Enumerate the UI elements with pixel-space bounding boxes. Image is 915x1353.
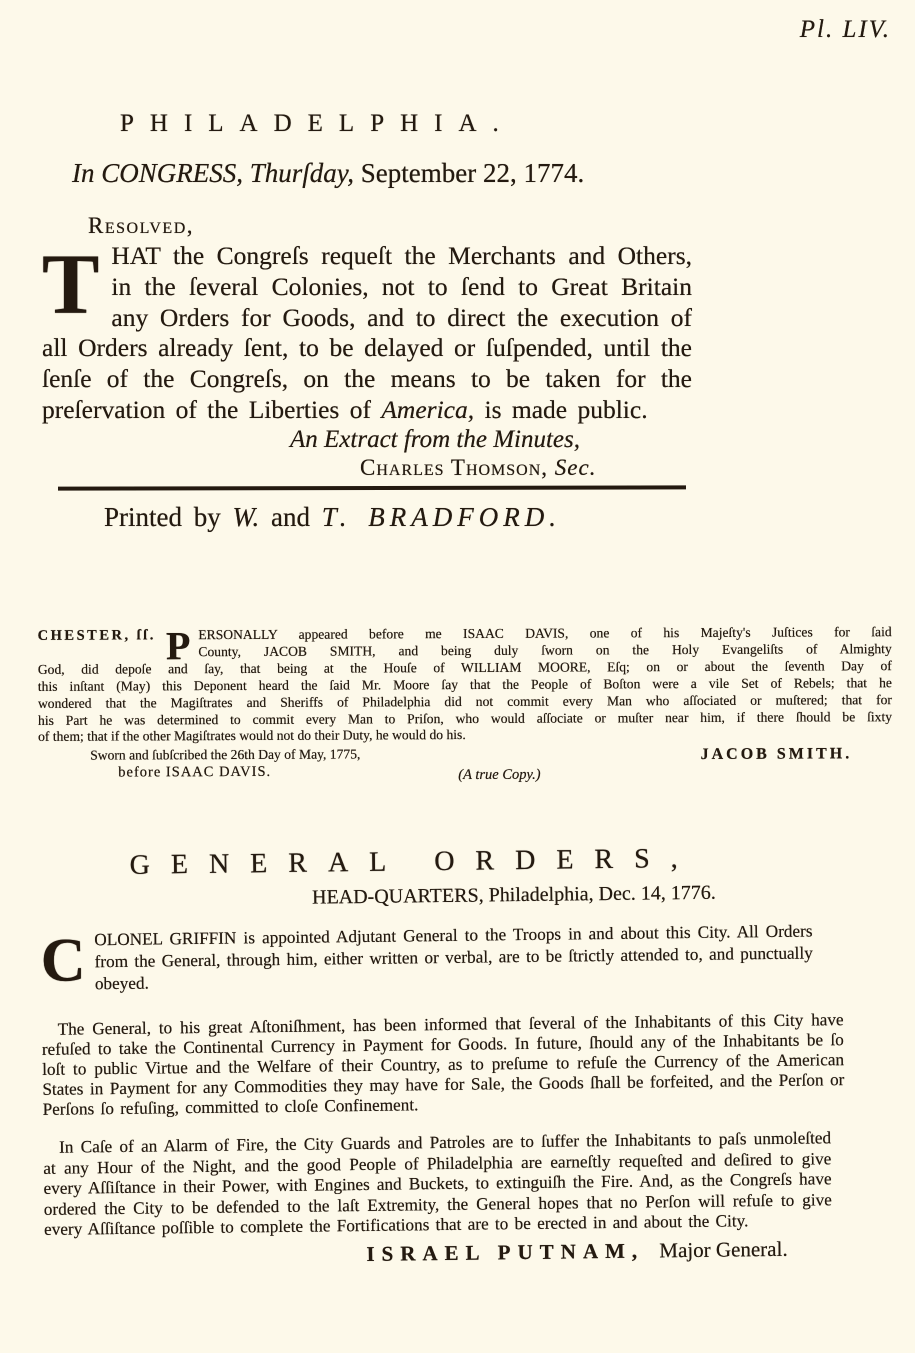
true-copy-note: (A true Copy.) <box>458 767 541 784</box>
dateline-in-congress: In CONGRESS, <box>72 158 243 188</box>
extract-attribution: An Extract from the Minutes, <box>290 425 580 453</box>
general-orders-section <box>39 841 846 1270</box>
resolution-paragraph <box>42 236 692 426</box>
secretary-title: Sec. <box>554 454 597 480</box>
dateline-day: Thurſday, <box>249 158 355 188</box>
general-orders-heading: GENERAL ORDERS, <box>129 842 699 881</box>
affidavit-signature: JACOB SMITH. <box>700 745 853 764</box>
dateline-date: September 22, 1774. <box>360 158 585 188</box>
affidavit-line: wondered that the Magiſtrates and Sheriffs of Philadelphia did not commit every Man who aſſociated or muſtered; that for <box>37 691 892 711</box>
secretary-name: Charles Thomson, <box>360 454 549 480</box>
congress-broadside-section <box>42 110 692 533</box>
plate-number-label: Pl. LIV. <box>799 16 891 43</box>
orders-paragraph-3: In Caſe of an Alarm of Fire, the City Guards and Patroles are to ſuffer the Inhabitants to paſs unmoleſted at any Hour of the Night, and the good People of Philadelphia are earneſtly requeſted and deſired to give every Aſſiſtance in their Power, with Engines and Buckets, to extinguiſh the Fire. And, as the Congreſs have ordered the City to be defended to the laſt Extremity, the General hopes that no Perſon will refuſe to give every Aſſiſtance poſſible to complete the Fortifications that are to be erected in and about the City. <box>43 1128 832 1239</box>
orders-dropcap: C <box>40 926 87 995</box>
imprint-and: and <box>271 501 310 532</box>
orders-paragraph-1 <box>40 920 813 995</box>
broadside-title: PHILADELPHIA. <box>120 110 515 137</box>
signature-title: Major General. <box>659 1236 788 1262</box>
before-line: before ISAAC DAVIS. <box>118 764 272 781</box>
county-label: CHESTER, ſſ. <box>37 627 156 644</box>
affidavit-line: God, did depoſe and ſay, that being at the Houſe of WILLIAM MOORE, Eſq; on or about the ſeventh Day of <box>37 657 892 677</box>
imprint-printed-by: Printed by <box>104 501 221 532</box>
resolution-dropcap: T <box>42 236 100 332</box>
headquarters-line: HEAD-QUARTERS, Philadelphia, Dec. 14, 1776. <box>311 881 716 909</box>
affidavit-line: County, JACOB SMITH, and being duly ſworn on the Holy Evangeliſts of Almighty <box>198 641 892 660</box>
resolution-text-end: is made public. <box>474 394 648 424</box>
orders-signature <box>366 1236 846 1267</box>
chester-affidavit-section <box>38 624 893 798</box>
affidavit-line: of them; that if the other Magiſtrates would not do their Duty, he would do his. <box>38 727 466 745</box>
sworn-line: Sworn and ſubſcribed the 26th Day of May, 1775, <box>90 746 361 763</box>
affidavit-line: his Part he was determined to commit every Man to Priſon, who would aſſociate or muſter near him, if there ſhould be ſixty <box>38 708 893 728</box>
affidavit-line: ERSONALLY appeared before me ISAAC DAVIS, one of his Majeſty's Juſtices for ſaid <box>198 624 892 643</box>
congress-dateline <box>72 158 692 189</box>
signature-name: ISRAEL PUTNAM, <box>366 1238 645 1266</box>
secretary-line <box>360 455 692 481</box>
affidavit-footer <box>38 744 892 798</box>
section-divider-rule <box>58 485 686 490</box>
resolution-italic-word: America, <box>381 394 475 424</box>
imprint-bradford: T. BRADFORD. <box>321 501 561 532</box>
imprint-w-initial: W. <box>232 501 260 532</box>
orders-paragraph-2: The General, to his great Aſtoniſhment, has been informed that ſeveral of the Inhabitants of this City have refuſed to take the Continental Currency in Payment for Goods. In future, ſhould any of the Inhabitants be ſo loſt to public Virtue and the Welfare of their Country, as to preſume to refuſe the Currency of the American States in Payment for any Commodities they may have for Sale, the Goods ſhall be forfeited, and the Perſon or Perſons ſo refuſing, committed to cloſe Confinement. <box>41 1010 845 1119</box>
resolved-label: Resolved, <box>88 213 195 238</box>
orders-paragraph-1-text: OLONEL GRIFFIN is appointed Adjutant General to the Troops in and about this City. All Orders from the General, through him, either written or verbal, are to be ſtrictly attended to, and punctually obeyed. <box>94 921 813 994</box>
imprint-line <box>104 502 692 533</box>
affidavit-line: this inſtant (May) this Deponent heard the ſaid Mr. Moore ſay that the People of Boſton were a vile Set of Rebels; that he <box>37 674 892 694</box>
resolution-text: HAT the Congreſs requeſt the Merchants and Others, in the ſeveral Colonies, not to ſend to Great Britain any Orders for Goods, and to direct the execution of all Orders already ſent, to be delayed or ſuſpended, until the ſenſe of the Congreſs, on the means to be taken for the preſervation of the Liberties of <box>42 241 692 424</box>
affidavit-dropcap: P <box>165 623 191 669</box>
